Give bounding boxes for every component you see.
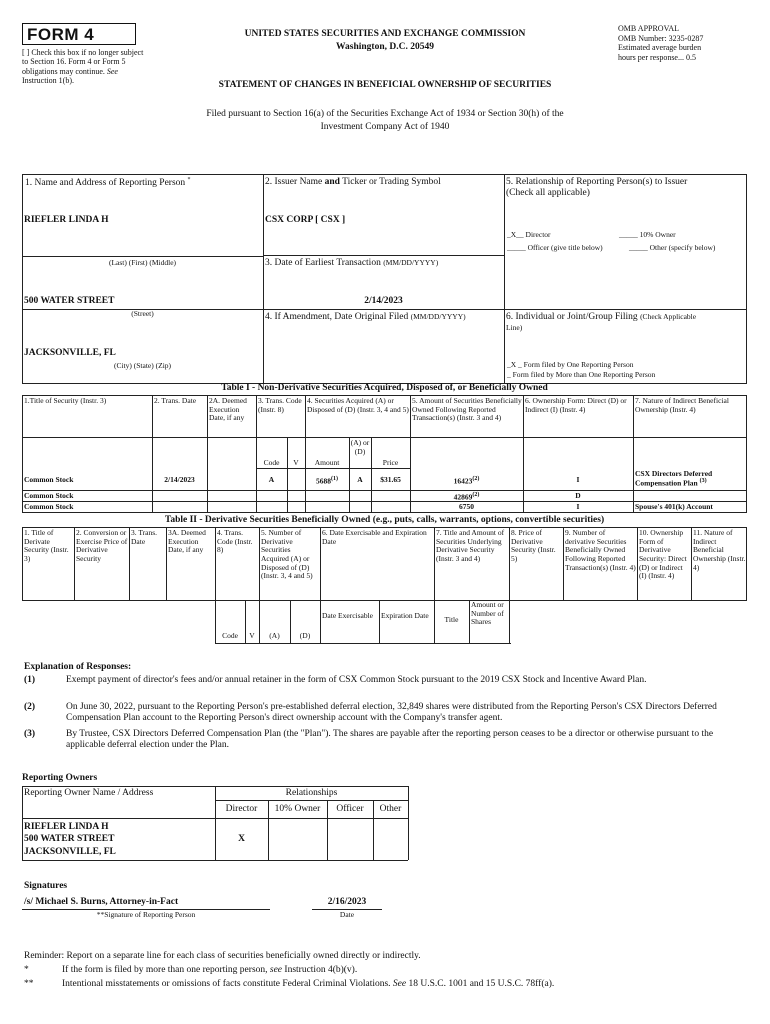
city-caption: (City) (State) (Zip) xyxy=(113,361,172,370)
t1-row0-price: $31.65 xyxy=(380,475,401,484)
box1-label-text: 1. Name and Address of Reporting Person xyxy=(25,178,186,189)
table2-title: Table II - Derivative Securities Beneficially Owned (e.g., puts, calls, warrants, options, convertible securities) xyxy=(164,515,605,525)
footer-star2-text-b: 18 U.S.C. 1001 and 15 U.S.C. 78ff(a). xyxy=(408,979,555,989)
box3-format: (MM/DD/YYYY) xyxy=(383,258,439,267)
omb-line1: OMB APPROVAL xyxy=(618,24,679,33)
box2-label-a: 2. Issuer Name xyxy=(265,177,325,187)
footer-star2-text xyxy=(62,979,554,990)
reporting-person-city: JACKSONVILLE, FL xyxy=(24,348,116,358)
t2-sub-v: V xyxy=(249,631,255,640)
name-caption: (Last) (First) (Middle) xyxy=(108,258,177,267)
check-box-instruction: Instruction 1(b). xyxy=(22,76,74,86)
t1-row0-amount xyxy=(305,476,349,486)
t1-row0-owned-value: 16423 xyxy=(453,476,473,486)
t1-row1-owned-value: 42869 xyxy=(453,492,473,502)
check-box-note xyxy=(22,48,150,86)
signer-caption: **Signature of Reporting Person xyxy=(96,910,196,919)
owners-name-block xyxy=(24,821,116,858)
t2-sub-title: Title xyxy=(444,615,459,624)
earliest-date: 2/14/2023 xyxy=(364,296,403,306)
footer-star1-text-b: Instruction 4(b)(v). xyxy=(284,965,358,975)
owners-col-rel: Relationships xyxy=(285,788,338,798)
t1-row0-form: I xyxy=(576,475,580,484)
agency-line2: Washington, D.C. 20549 xyxy=(336,42,434,52)
omb-line4: hours per response... 0.5 xyxy=(618,52,696,62)
box6-label-text: 6. Individual or Joint/Group Filing xyxy=(506,312,638,322)
explanation-heading: Explanation of Responses: xyxy=(24,662,132,672)
box6-applicable: (Check Applicable xyxy=(640,312,697,321)
owners-name-line2: 500 WATER STREET xyxy=(24,834,115,845)
box4-format: (MM/DD/YYYY) xyxy=(410,312,466,321)
t2-sub-a: (A) xyxy=(269,631,280,640)
t1-col1-header: 1.Title of Security (Instr. 3) xyxy=(24,396,107,405)
t1-sub-aord: (A) or (D) xyxy=(350,438,370,457)
explanation-text-3: By Trustee, CSX Directors Deferred Compensation Plan (the "Plan"). The shares are payable after the reporting person ceases to be a director or otherwise pursuant to the applicable deferral election under the Plan. xyxy=(66,729,714,750)
box5-label-line2: (Check all applicable) xyxy=(506,187,590,198)
t2-col4-header: 4. Trans. Code (Instr. 8) xyxy=(217,528,253,555)
owners-col-name: Reporting Owner Name / Address xyxy=(24,788,154,798)
box2-label-b: Ticker or Trading Symbol xyxy=(339,177,441,187)
form-title-box xyxy=(22,23,136,45)
t1-col2-header: 2. Trans. Date xyxy=(154,396,197,405)
reporting-person-street: 500 WATER STREET xyxy=(24,296,115,306)
check-box-see: See xyxy=(106,66,118,76)
owners-name-line3: JACKSONVILLE, FL xyxy=(24,846,116,857)
box4-label xyxy=(265,312,466,323)
footer-star1-see: see xyxy=(269,965,283,975)
t2-sub-code: Code xyxy=(222,631,238,640)
issuer-name: CSX CORP [ CSX ] xyxy=(265,215,346,225)
t1-row1-owned xyxy=(410,492,523,502)
statement-title: STATEMENT OF CHANGES IN BENEFICIAL OWNERSHIP OF SECURITIES xyxy=(218,80,552,90)
officer-check[interactable]: _____ Officer (give title below) xyxy=(507,243,603,252)
t1-row0-nature-text: CSX Directors Deferred Compensation Plan xyxy=(635,469,713,488)
signer-name: /s/ Michael S. Burns, Attorney-in-Fact xyxy=(24,897,179,907)
t1-col3-header: 3. Trans. Code (Instr. 8) xyxy=(258,396,302,414)
street-caption: (Street) xyxy=(131,309,154,318)
box6-label xyxy=(506,312,744,334)
t1-col6-header: 6. Ownership Form: Direct (D) or Indirect (I) (Instr. 4) xyxy=(525,396,627,414)
signature-date-caption: Date xyxy=(339,910,355,919)
t2-sub-exp: Expiration Date xyxy=(381,611,429,620)
filed-pursuant-line1: Filed pursuant to Section 16(a) of the Securities Exchange Act of 1934 or Section 30(h) of the xyxy=(206,109,564,119)
omb-approval xyxy=(618,24,758,62)
t2-col11-header: 11. Nature of Indirect Beneficial Ownership (Instr. 4) xyxy=(693,528,746,572)
t1-row0-code: A xyxy=(268,475,275,484)
owners-col-other: Other xyxy=(379,804,402,814)
more-person-check[interactable]: _ Form filed by More than One Reporting Person xyxy=(507,370,656,379)
agency-line1: UNITED STATES SECURITIES AND EXCHANGE COMMISSION xyxy=(244,29,526,39)
omb-line3: Estimated average burden xyxy=(618,43,702,53)
signature-date: 2/16/2023 xyxy=(327,897,367,907)
table1-title: Table I - Non-Derivative Securities Acquired, Disposed of, or Beneficially Owned xyxy=(221,383,548,393)
t1-row0-date: 2/14/2023 xyxy=(164,475,195,484)
t1-row1-form: D xyxy=(575,491,581,500)
footer-star1-text xyxy=(62,965,357,976)
t1-row0-owned xyxy=(410,476,523,486)
footer-star2-text-a: Intentional misstatements or omissions of facts constitute Federal Criminal Violations. xyxy=(62,979,391,989)
reporting-person-name: RIEFLER LINDA H xyxy=(24,215,109,225)
t1-sub-v: V xyxy=(293,458,299,467)
box2-label xyxy=(265,177,441,188)
explanation-num-3: (3) xyxy=(24,729,36,739)
t1-row2-title: Common Stock xyxy=(24,502,74,511)
t1-row1-owned-fn: (2) xyxy=(472,492,480,498)
explanation-num-1: (1) xyxy=(24,675,36,685)
t1-col2a-header: 2A. Deemed Execution Date, if any xyxy=(209,396,247,423)
footer-star2-see: See xyxy=(392,979,407,989)
t2-col6-header: 6. Date Exercisable and Expiration Date xyxy=(322,528,427,546)
owners-col-ten: 10% Owner xyxy=(274,804,321,814)
box3-label xyxy=(265,258,438,269)
t2-col8-header: 8. Price of Derivative Security (Instr. 5) xyxy=(511,528,556,563)
owners-col-director: Director xyxy=(225,804,258,814)
director-check[interactable]: _X__ Director xyxy=(507,230,551,239)
box2-label-and: and xyxy=(324,177,340,187)
t2-col5-header: 5. Number of Derivative Securities Acquired (A) or Disposed of (D) (Instr. 3, 4 and 5) xyxy=(261,528,313,581)
one-person-check[interactable]: _X _ Form filed by One Reporting Person xyxy=(507,360,634,369)
explanation-num-2: (2) xyxy=(24,702,36,712)
t1-sub-amount: Amount xyxy=(314,458,340,467)
footer-reminder: Reminder: Report on a separate line for each class of securities beneficially owned directly or indirectly. xyxy=(24,951,421,961)
box5-label-line1: 5. Relationship of Reporting Person(s) to Issuer xyxy=(506,177,688,187)
box4-label-text: 4. If Amendment, Date Original Filed xyxy=(265,312,409,322)
t1-row0-aord: A xyxy=(357,475,363,484)
t1-row2-owned: 6750 xyxy=(459,502,474,511)
t1-row1-title: Common Stock xyxy=(24,491,74,500)
owners-director-mark: X xyxy=(238,834,245,844)
t2-sub-d: (D) xyxy=(299,631,311,640)
owners-heading: Reporting Owners xyxy=(22,773,98,783)
box1-label xyxy=(25,177,191,189)
ten-pct-check[interactable]: _____ 10% Owner xyxy=(619,230,676,239)
t2-col10-header: 10. Ownership Form of Derivative Security: Direct (D) or Indirect (I) (Instr. 4) xyxy=(639,528,687,581)
t1-row0-nature-fn: (3) xyxy=(699,478,707,484)
t2-sub-amount: Amount or Number of Shares xyxy=(471,600,504,627)
box5-label xyxy=(506,177,744,199)
t1-col5-header: 5. Amount of Securities Beneficially Owned Following Reported Transaction(s) (Instr. 3 and 4) xyxy=(412,396,522,423)
t1-col4-header: 4. Securities Acquired (A) or Disposed of (D) (Instr. 3, 4 and 5) xyxy=(307,396,409,414)
box6-line: Line) xyxy=(506,322,523,332)
t1-row0-owned-fn: (2) xyxy=(472,476,480,482)
t1-row2-form: I xyxy=(576,502,580,511)
t2-col7-header: 7. Title and Amount of Securities Underlying Derivative Security (Instr. 3 and 4) xyxy=(436,528,505,563)
filed-pursuant-line2: Investment Company Act of 1940 xyxy=(320,122,450,132)
form-title: FORM 4 xyxy=(27,25,95,44)
t1-col7-header: 7. Nature of Indirect Beneficial Ownership (Instr. 4) xyxy=(635,396,729,414)
footer-star1-text-a: If the form is filed by more than one reporting person, xyxy=(62,965,268,975)
t2-col1-header: 1. Title of Derivate Security (Instr. 3) xyxy=(24,528,69,563)
check-box-text: [ ] Check this box if no longer subject to Section 16. Form 4 or Form 5 obligations may continue. xyxy=(22,48,144,76)
t1-row0-title: Common Stock xyxy=(24,475,74,484)
box1-asterisk: * xyxy=(187,177,191,183)
footer-star1: * xyxy=(24,965,29,975)
box3-label-text: 3. Date of Earliest Transaction xyxy=(265,258,381,268)
omb-line2: OMB Number: 3235-0287 xyxy=(618,33,704,43)
owners-name-line1: RIEFLER LINDA H xyxy=(24,822,109,832)
t1-sub-price: Price xyxy=(382,458,399,467)
t2-sub-date-ex: Date Exercisable xyxy=(322,611,374,620)
t1-sub-code: Code xyxy=(263,458,280,467)
t1-row2-nature: Spouse's 401(k) Account xyxy=(635,502,713,511)
footer-star2: ** xyxy=(24,979,34,989)
t1-row0-amount-value: 5688 xyxy=(316,476,331,486)
t2-col3a-header: 3A. Deemed Execution Date, if any xyxy=(168,528,206,555)
explanation-text-1: Exempt payment of director's fees and/or annual retainer in the form of CSX Common Stock pursuant to the 2019 CSX Stock and Incentive Award Plan. xyxy=(66,675,647,685)
t2-col3-header: 3. Trans. Date xyxy=(131,528,158,546)
t2-col9-header: 9. Number of derivative Securities Beneficially Owned Following Reported Transaction(s) (Instr. 4) xyxy=(565,528,636,572)
signatures-heading: Signatures xyxy=(24,881,68,891)
t2-col2-header: 2. Conversion or Exercise Price of Derivative Security xyxy=(76,528,128,563)
t1-row0-amount-fn: (1) xyxy=(331,476,338,482)
owners-col-officer: Officer xyxy=(336,804,364,814)
t1-row0-nature xyxy=(635,469,746,488)
other-check[interactable]: _____ Other (specify below) xyxy=(629,243,716,252)
explanation-text-2: On June 30, 2022, pursuant to the Reporting Person's pre-established deferral election, 32,849 shares were distributed from the Reporting Person's CSX Directors Deferred Compensation Plan account to the Reporting Person's direct ownership account with the Company's transfer agent. xyxy=(66,702,717,723)
